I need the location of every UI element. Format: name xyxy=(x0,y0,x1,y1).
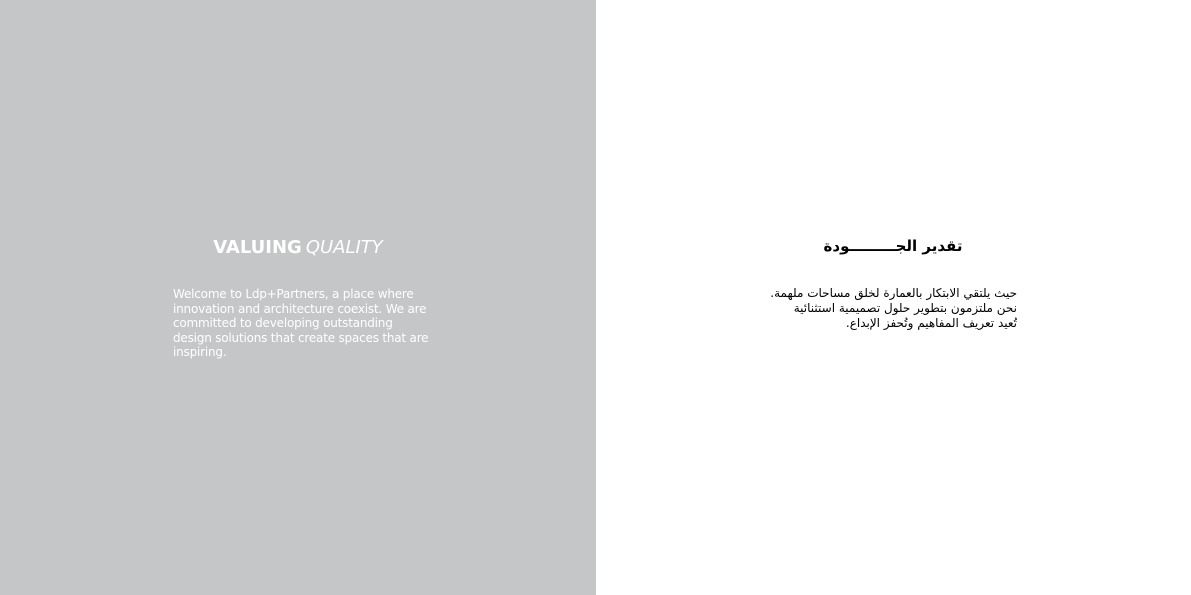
arabic-paragraph-line: نحن ملتزمون بتطوير حلول تصميمية استثنائية xyxy=(793,301,1017,315)
heading-italic-word: QUALITY xyxy=(305,237,383,258)
english-heading xyxy=(173,236,423,260)
heading-bold-word: VALUING xyxy=(213,237,302,258)
arabic-heading: تقدير الجـــــــــودة xyxy=(823,237,963,255)
arabic-paragraph-line: تُعيد تعريف المفاهيم وتُحفز الإبداع. xyxy=(845,316,1017,330)
arabic-paragraph xyxy=(755,286,1017,331)
english-paragraph: Welcome to Ldp+Partners, a place where innovation and architecture coexist. We are committed to developing outstanding design solutions that create spaces that are inspiring. xyxy=(173,287,429,359)
arabic-paragraph-line: حيث يلتقي الابتكار بالعمارة لخلق مساحات ملهمة. xyxy=(770,286,1017,300)
